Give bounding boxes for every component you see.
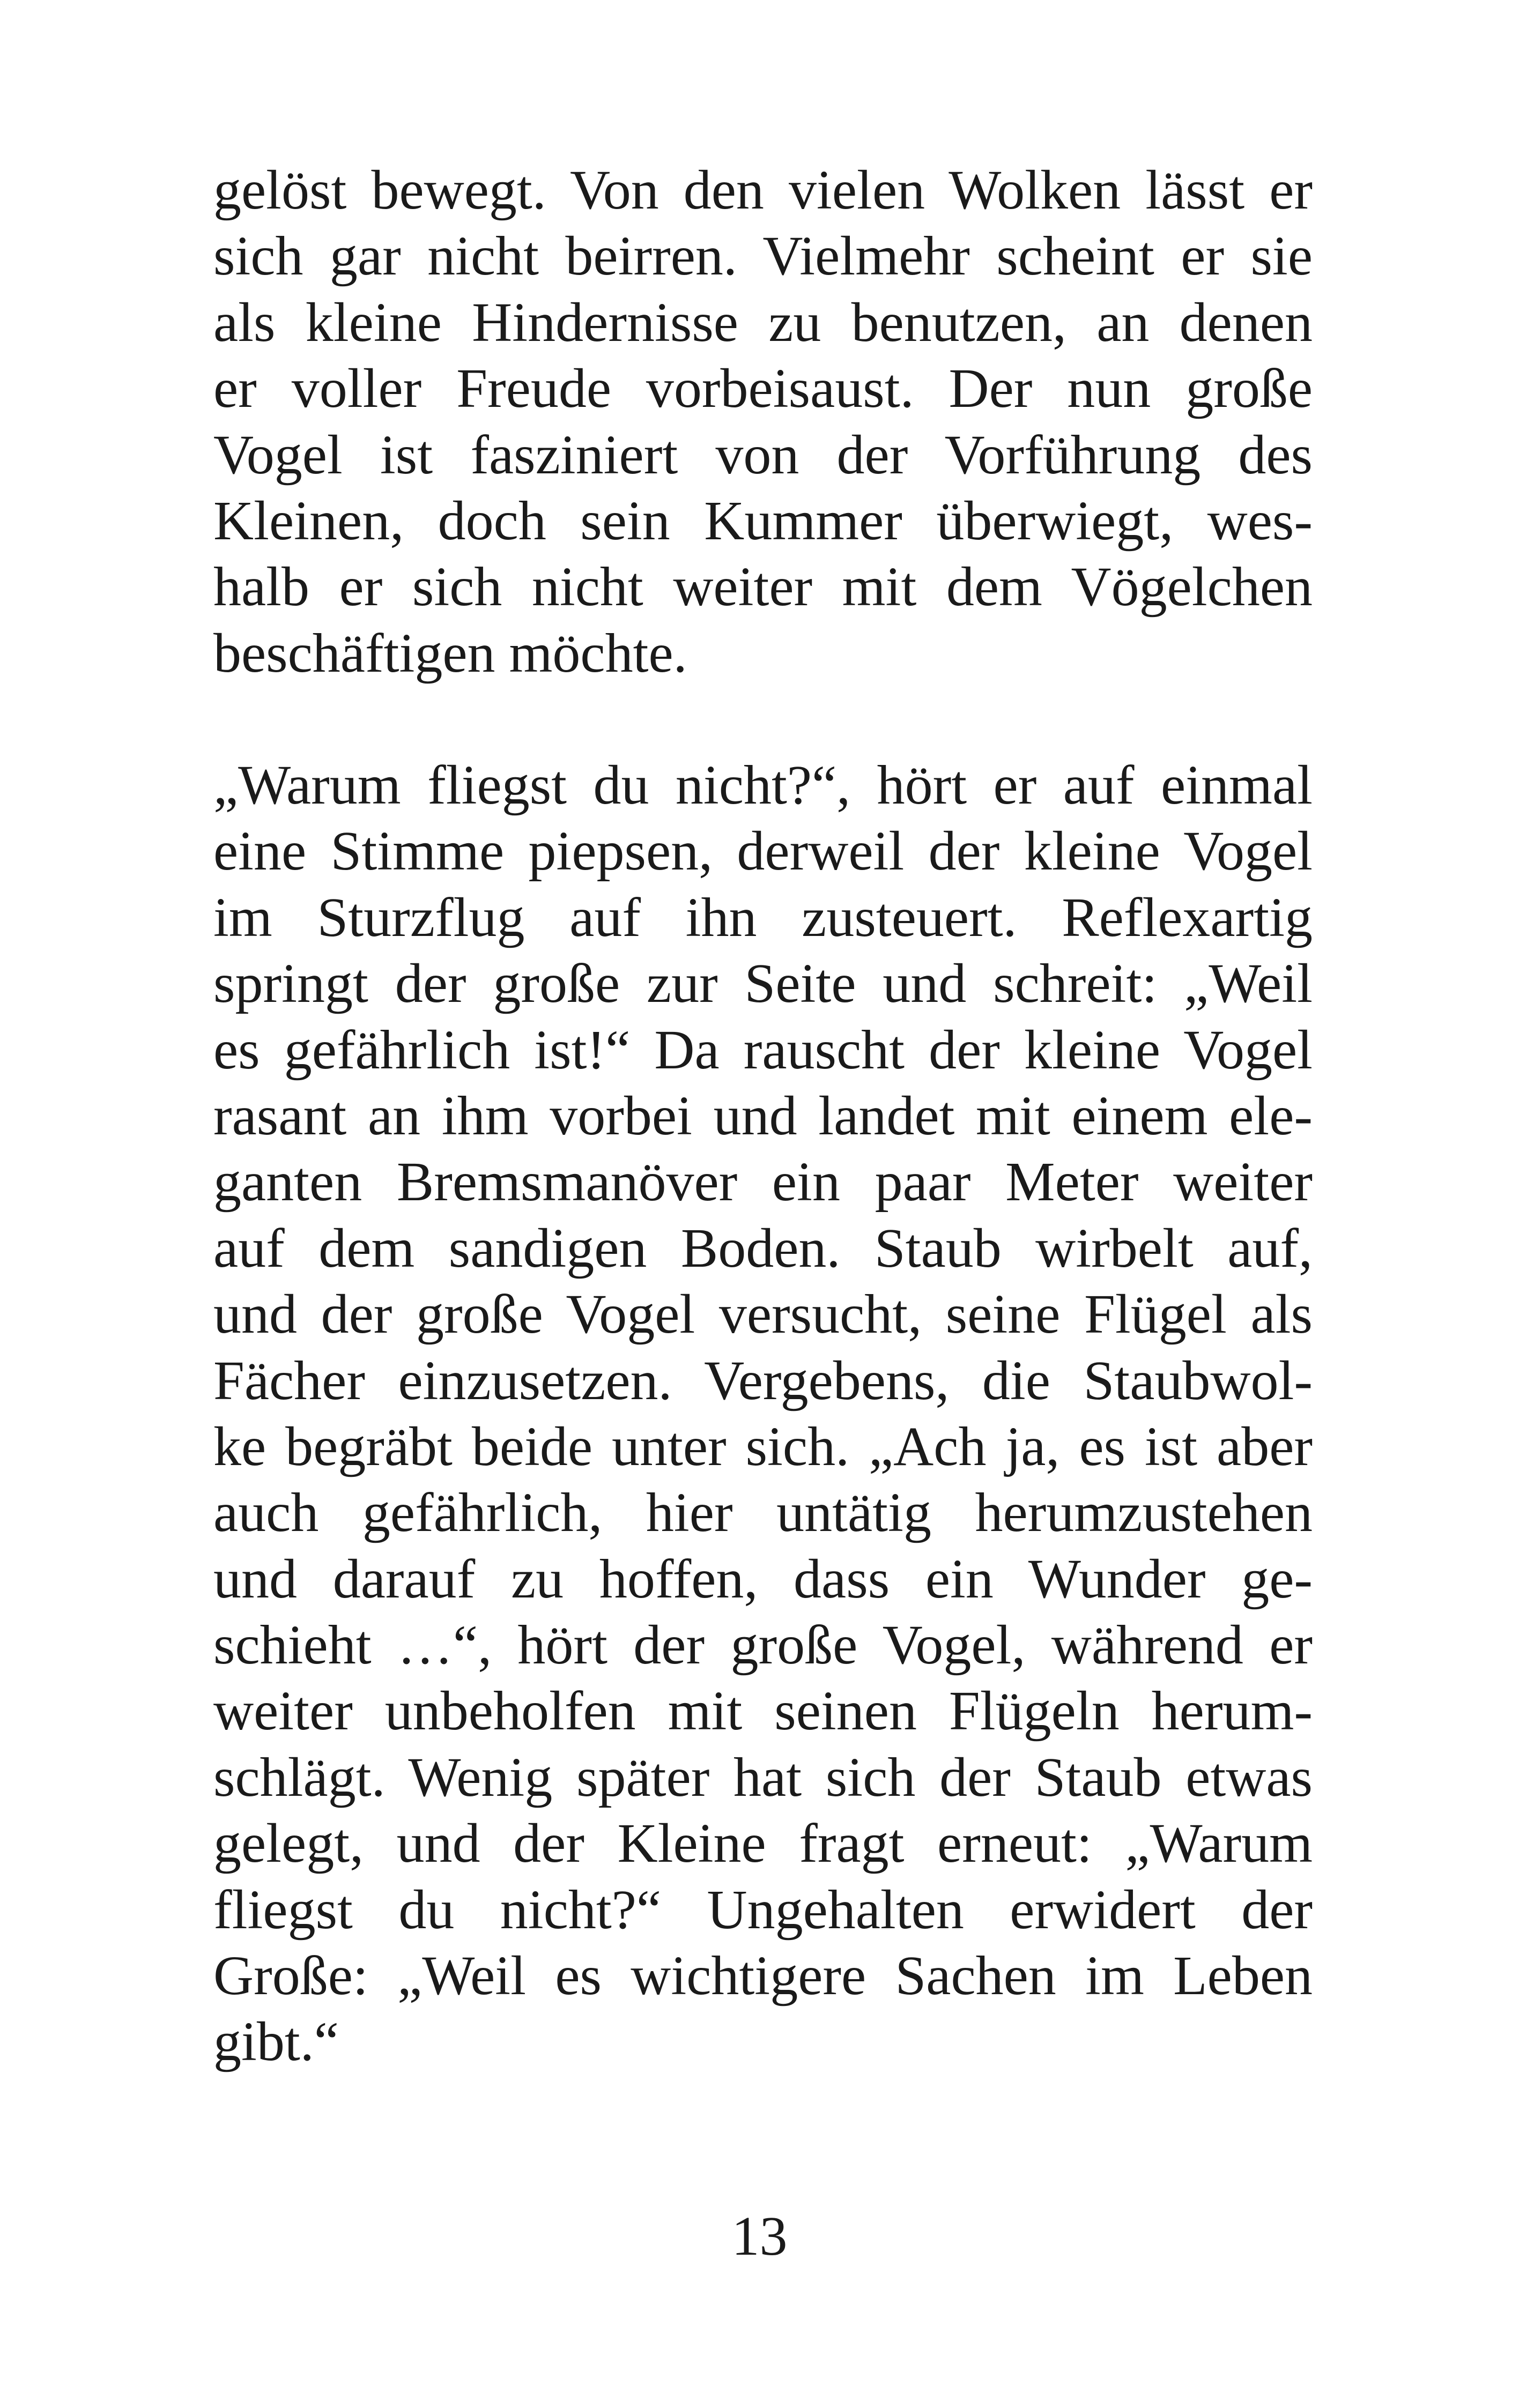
page-number: 13 [731,2205,788,2267]
text-line: fliegst du nicht?“ Ungehalten erwidert der [213,1878,1313,1941]
paragraph-2 [213,752,1313,2075]
text-line: im Sturzflug auf ihn zusteuert. Reflexartig [213,886,1313,948]
text-line: als kleine Hindernisse zu benutzen, an denen [213,291,1313,353]
text-line: Vogel ist fasziniert von der Vorführung des [213,423,1313,486]
paragraph-1 [213,157,1313,686]
text-line: er voller Freude vorbeisaust. Der nun große [213,358,1313,420]
text-line: gelegt, und der Kleine fragt erneut: „Warum [213,1812,1313,1875]
text-line: gibt.“ [213,2011,339,2073]
text-line: Kleinen, doch sein Kummer überwiegt, wes- [213,489,1313,552]
text-line: schieht …“, hört der große Vogel, während er [213,1614,1313,1676]
text-line: rasant an ihm vorbei und landet mit einem ele- [213,1084,1313,1147]
text-line: Fächer einzusetzen. Vergebens, die Staubwol- [213,1349,1313,1411]
text-line: schlägt. Wenig später hat sich der Staub etwas [213,1746,1313,1808]
text-line: weiter unbeholfen mit seinen Flügeln herum- [213,1680,1313,1742]
text-line: ke begräbt beide unter sich. „Ach ja, es ist aber [213,1415,1313,1477]
text-line: ganten Bremsmanöver ein paar Meter weiter [213,1151,1313,1213]
text-line: sich gar nicht beirren. Vielmehr scheint er sie [213,225,1313,287]
text-line: eine Stimme piepsen, derweil der kleine Vogel [213,820,1313,882]
text-line: „Warum fliegst du nicht?“, hört er auf einmal [213,754,1313,816]
text-line: halb er sich nicht weiter mit dem Vögelchen [213,556,1313,618]
text-line: gelöst bewegt. Von den vielen Wolken lässt er [213,159,1313,221]
text-line: es gefährlich ist!“ Da rauscht der kleine Vogel [213,1019,1313,1081]
text-line: auch gefährlich, hier untätig herumzustehen [213,1482,1313,1544]
text-line: und der große Vogel versucht, seine Flügel als [213,1283,1313,1346]
text-line: auf dem sandigen Boden. Staub wirbelt auf, [213,1217,1313,1279]
text-line: Große: „Weil es wichtigere Sachen im Leben [213,1945,1313,2007]
text-line: und darauf zu hoffen, dass ein Wunder ge- [213,1548,1313,1610]
text-line: beschäftigen möchte. [213,622,687,684]
text-line: springt der große zur Seite und schreit: „Weil [213,953,1313,1015]
